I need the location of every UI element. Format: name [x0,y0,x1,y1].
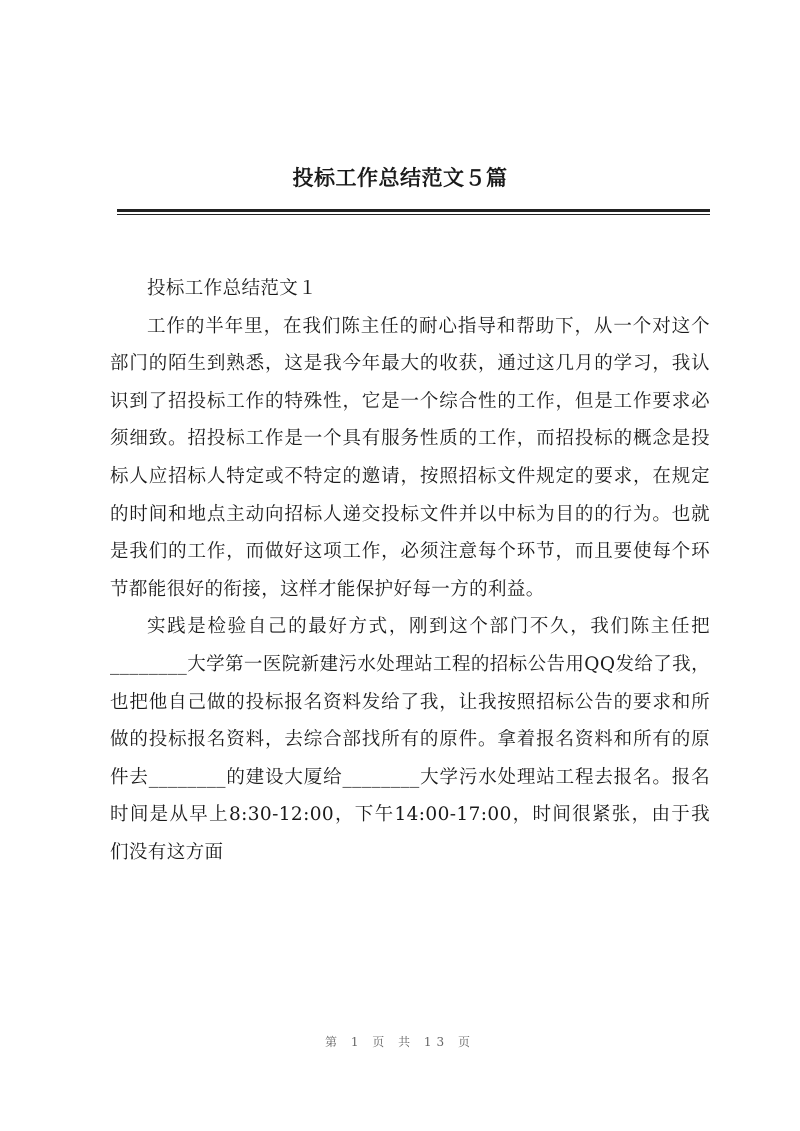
title-divider-thin [117,214,710,215]
body-paragraph-2: 实践是检验自己的最好方式，刚到这个部门不久，我们陈主任把________大学第一医院新建污水处理站工程的招标公告用QQ发给了我，也把他自己做的投标报名资料发给了我，让我按照招标公告的要求和所做的投标报名资料，去综合部找所有的原件。拿着报名资料和所有的原件去________的建设大厦给________大学污水处理站工程去报名。报名时间是从早上8:30-12:00，下午14:00-17:00，时间很紧张，由于我们没有这方面 [110,616,710,863]
page-footer: 第 1 页 共 13 页 [325,1035,475,1049]
body-paragraph-1: 工作的半年里，在我们陈主任的耐心指导和帮助下，从一个对这个部门的陌生到熟悉，这是我今年最大的收获，通过这几月的学习，我认识到了招投标工作的特殊性，它是一个综合性的工作，但是工作要求必须细致。招投标工作是一个具有服务性质的工作，而招投标的概念是投标人应招标人特定或不特定的邀请，按照招标文件规定的要求，在规定的时间和地点主动向招标人递交投标文件并以中标为目的的行为。也就是我们的工作，而做好这项工作，必须注意每个环节，而且要使每个环节都能很好的衔接，这样才能保护好每一方的利益。 [110,315,710,600]
document-title: 投标工作总结范文５篇 [292,165,508,190]
title-divider-thick [117,209,710,212]
document-body [110,270,710,872]
section-heading: 投标工作总结范文１ [147,278,318,299]
